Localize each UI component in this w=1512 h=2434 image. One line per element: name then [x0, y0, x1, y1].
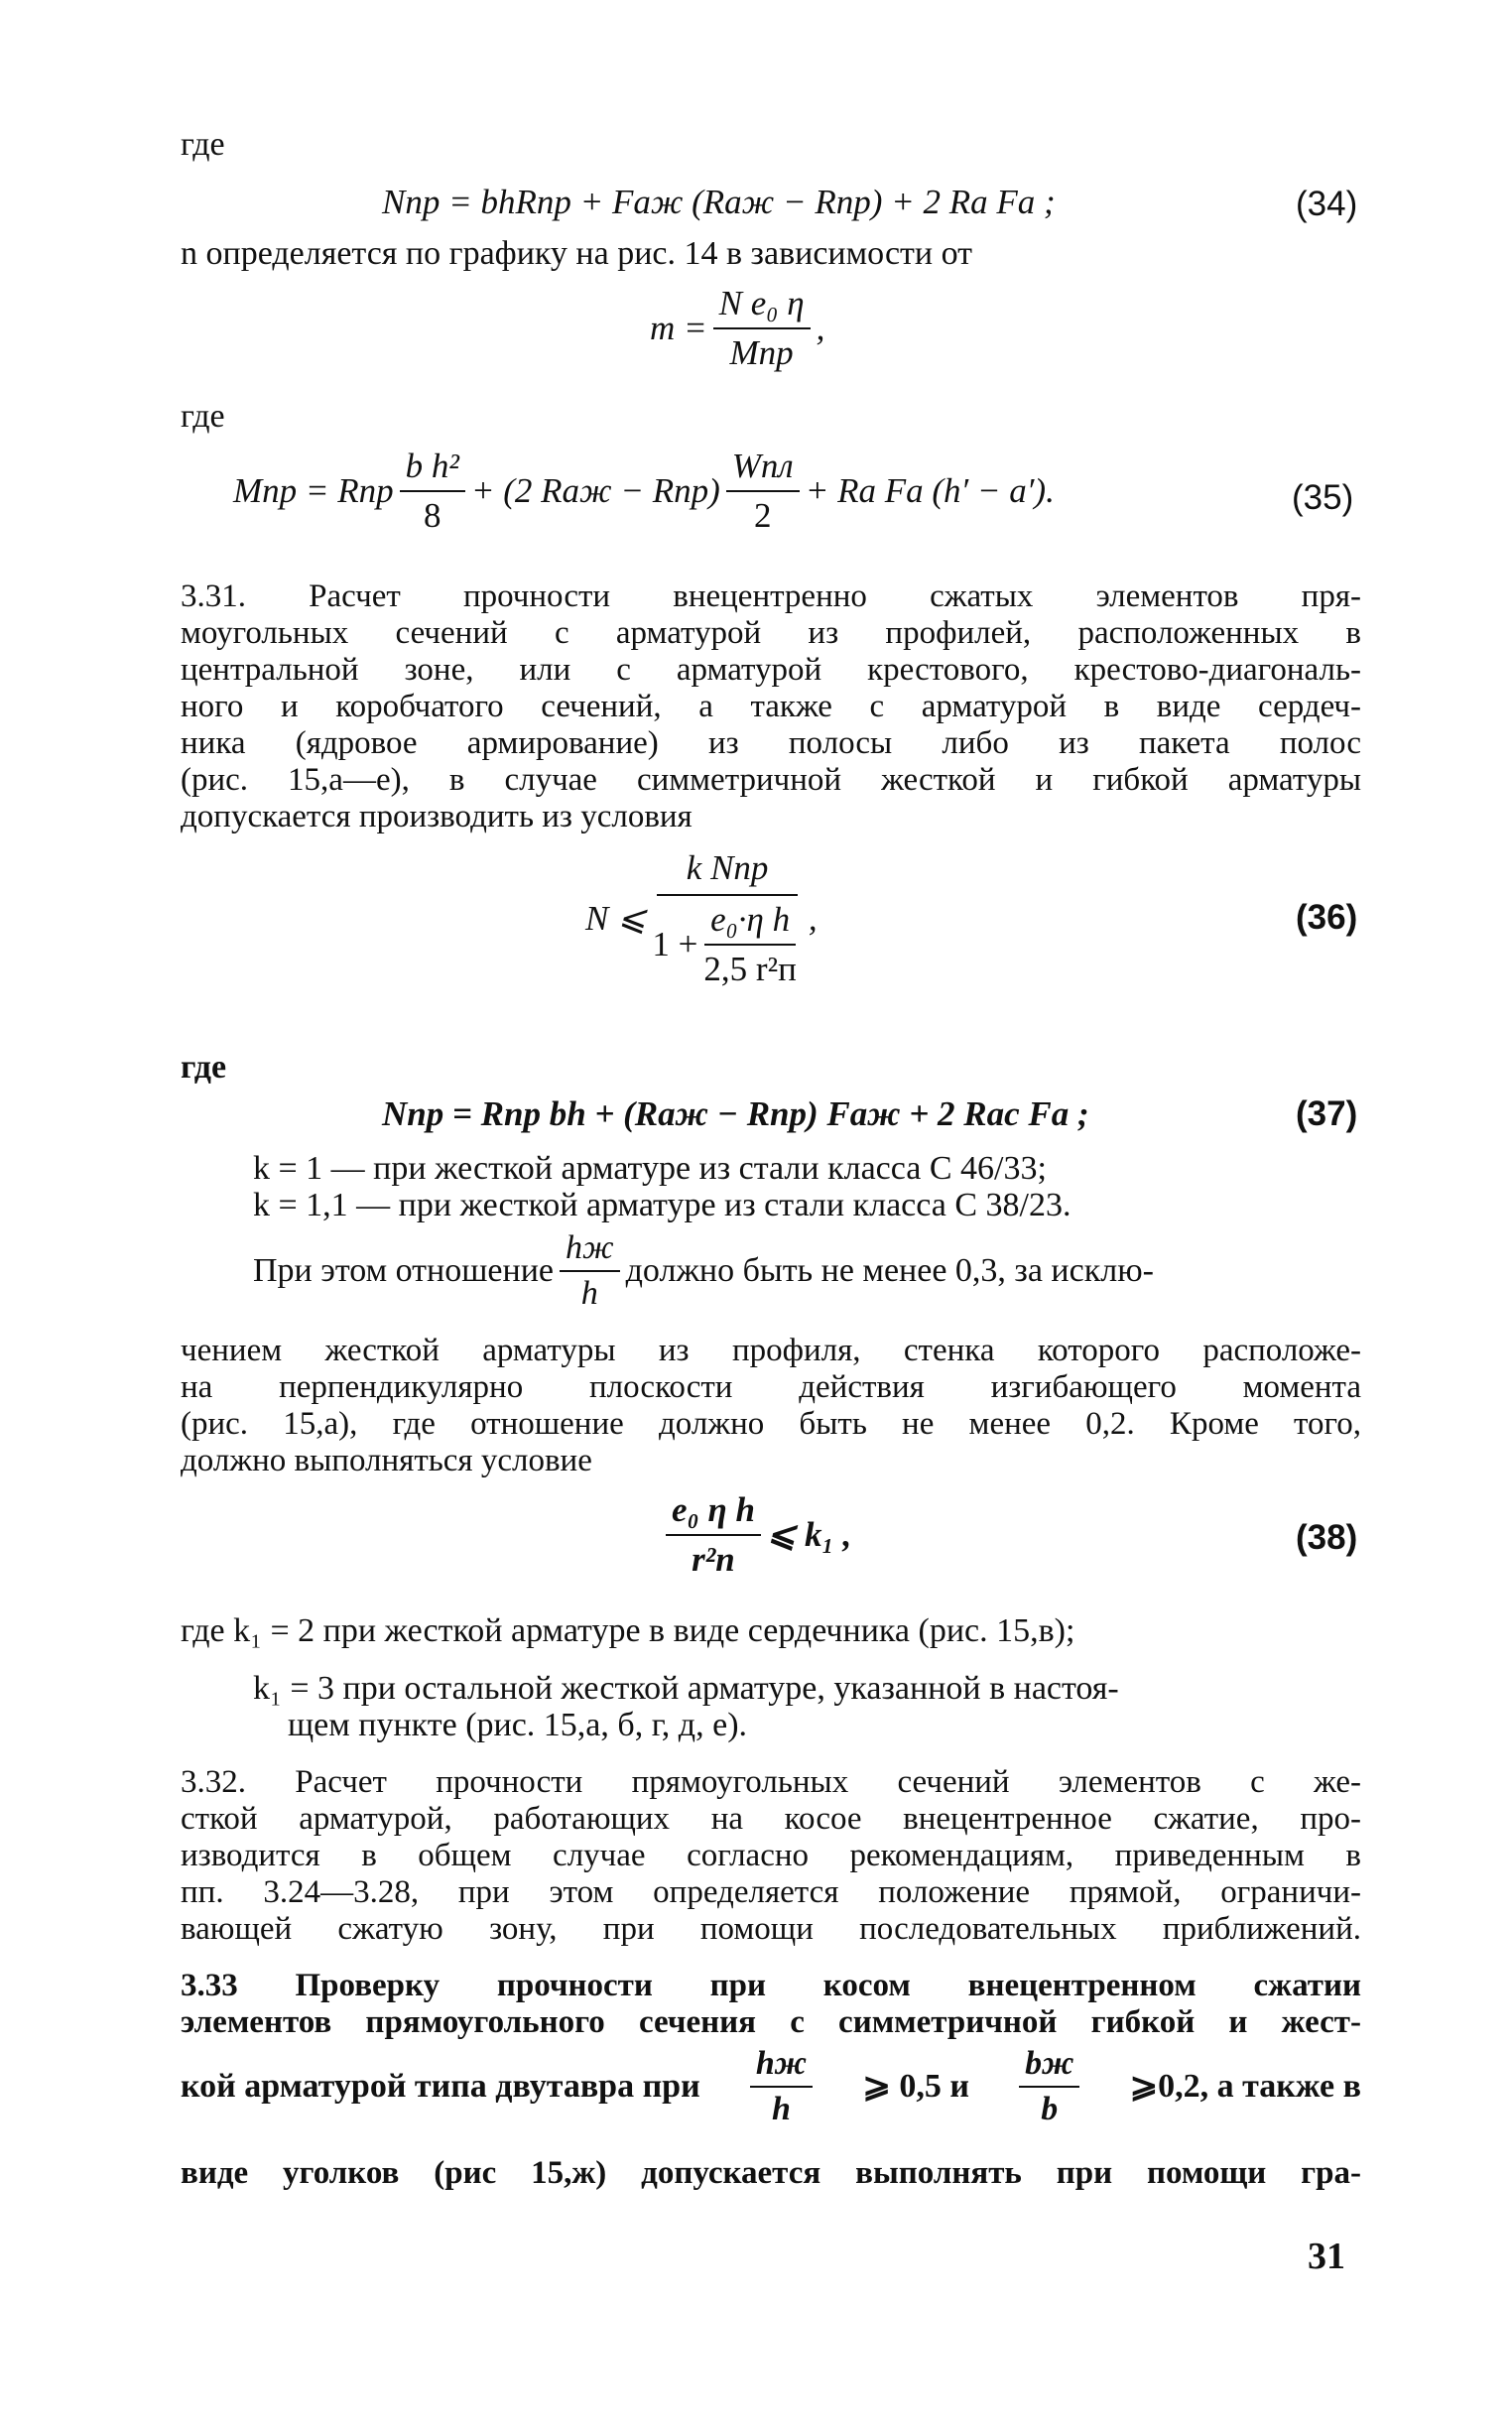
k1-line-1: где k₁ = 2 при жесткой арматуре в виде сердечника (рис. 15,в); [181, 1612, 1075, 1649]
ratio-before: При этом отношение [253, 1252, 554, 1289]
k1-line-3: щем пункте (рис. 15,а, б, г, д, е). [288, 1707, 748, 1743]
p333-l3-mid: ⩾ 0,5 и [862, 2068, 969, 2105]
eq35-frac2-numerator: Wпл [726, 447, 800, 492]
k1-line-2: k₁ = 3 при остальной жесткой арматуре, указанной в настоя- [253, 1670, 1119, 1707]
para-331-line-6: (рис. 15,а—е), в случае симметричной жесткой и гибкой арматуры [181, 762, 1361, 798]
equation-34-number: (34) [1296, 185, 1358, 223]
eq38-tail: ⩽ k₁ , [766, 1515, 852, 1554]
p333-l3-after: ⩾0,2, а также в [1129, 2068, 1361, 2105]
equation-36-number: (36) [1296, 898, 1358, 937]
m-eq-tail: , [816, 309, 825, 347]
cont-line-1: чением жесткой арматуры из профиля, стенка которого расположе- [181, 1333, 1361, 1368]
eq36-den-prefix: 1 + [652, 925, 698, 963]
para-332-line-5: вающей сжатую зону, при помощи последовательных приближений. [181, 1911, 1361, 1947]
para-333-line-1: 3.33 Проверку прочности при косом внецентренном сжатии [181, 1968, 1361, 2003]
eq36-tail: , [808, 899, 818, 938]
para-331-line-5: ника (ядровое армирование) из полосы либо из пакета полос [181, 725, 1361, 761]
para-331-line-3: центральной зоне, или с арматурой крестового, крестово-диагональ- [181, 652, 1361, 688]
ratio-denominator: h [580, 1275, 598, 1312]
equation-36 [585, 848, 818, 989]
eq35-lhs: Mпр = Rпр [233, 471, 394, 510]
eq36-fraction [652, 848, 802, 989]
ratio-fraction [560, 1230, 620, 1312]
m-eq-denominator: Mпр [729, 333, 794, 372]
p333-l3-before: кой арматурой типа двутавра при [181, 2068, 700, 2105]
m-equation [650, 284, 824, 373]
ratio-after: должно быть не менее 0,3, за исклю- [625, 1252, 1154, 1289]
k-line-2: k = 1,1 — при жесткой арматуре из стали класса С 38/23. [253, 1187, 1071, 1223]
where-label-3: где [181, 1049, 227, 1086]
ratio-sentence [253, 1230, 1361, 1312]
eq35-fraction-2 [726, 447, 800, 536]
eq35-fraction-1 [400, 447, 465, 536]
p333-frac1-denominator: h [772, 2091, 791, 2127]
eq38-denominator: r²п [692, 1540, 735, 1579]
para-331-line-4: ного и коробчатого сечений, а также с арматурой в виде сердеч- [181, 689, 1361, 724]
m-eq-lhs: m = [650, 309, 707, 347]
equation-34: Nпр = bhRпр + Fаж (Rаж − Rпр) + 2 Ra Fa ; [382, 183, 1056, 221]
m-eq-numerator: N e₀ η [713, 284, 811, 329]
cont-line-4: должно выполняться условие [181, 1443, 592, 1478]
eq36-inner-denominator: 2,5 r²п [703, 950, 797, 988]
p333-frac1-numerator: hж [750, 2046, 813, 2088]
where-label-1: где [181, 126, 225, 163]
eq35-frac1-denominator: 8 [424, 496, 441, 535]
p333-frac2-numerator: bж [1019, 2046, 1079, 2088]
para-333-line-2: элементов прямоугольного сечения с симметричной гибкой и жест- [181, 2004, 1361, 2040]
eq35-frac1-numerator: b h² [400, 447, 465, 492]
eq35-frac2-denominator: 2 [753, 496, 772, 535]
eq36-lhs: N ⩽ [585, 899, 647, 938]
eq36-inner-numerator: e₀·η h [704, 900, 796, 946]
cont-line-3: (рис. 15,а), где отношение должно быть не менее 0,2. Кроме того, [181, 1406, 1361, 1442]
p333-frac2-denominator: b [1041, 2091, 1059, 2127]
cont-line-2: на перпендикулярно плоскости действия изгибающего момента [181, 1369, 1361, 1405]
para-332-line-4: пп. 3.24—3.28, при этом определяется положение прямой, ограничи- [181, 1874, 1361, 1910]
equation-38-number: (38) [1296, 1518, 1358, 1557]
equation-35-number: (35) [1292, 478, 1354, 517]
p333-fraction-2 [1019, 2046, 1079, 2127]
where-label-2: где [181, 398, 225, 435]
p333-fraction-1 [750, 2046, 813, 2127]
eq38-numerator: e₀ η h [666, 1490, 761, 1536]
para-332-line-3: изводится в общем случае согласно рекомендациям, приведенным в [181, 1838, 1361, 1873]
k-line-1: k = 1 — при жесткой арматуре из стали класса С 46/33; [253, 1150, 1047, 1187]
eq35-middle: + (2 Rаж − Rпр) [470, 471, 720, 510]
eq36-numerator: k Nпр [657, 848, 799, 896]
para-331-line-2: моугольных сечений с арматурой из профилей, расположенных в [181, 615, 1361, 651]
eq36-inner-fraction [703, 900, 796, 989]
equation-35 [233, 447, 1055, 536]
n-definition-line: n определяется по графику на рис. 14 в зависимости от [181, 235, 973, 272]
eq38-fraction [666, 1490, 761, 1580]
para-333-line-4: виде уголков (рис 15,ж) допускается выполнять при помощи гра- [181, 2155, 1361, 2191]
ratio-numerator: hж [560, 1230, 620, 1272]
equation-37: Nпр = Rпр bh + (Rаж − Rпр) Fаж + 2 Rас Fa ; [382, 1094, 1089, 1133]
para-332-line-2: сткой арматурой, работающих на косое внецентренное сжатие, про- [181, 1801, 1361, 1837]
para-332-line-1: 3.32. Расчет прочности прямоугольных сечений элементов с же- [181, 1764, 1361, 1800]
page-number: 31 [1308, 2236, 1345, 2277]
equation-38 [660, 1490, 851, 1580]
eq36-denominator [652, 896, 802, 989]
para-331-line-7: допускается производить из условия [181, 799, 693, 834]
eq35-tail: + Ra Fa (h′ − a′). [805, 471, 1055, 510]
para-331-line-1: 3.31. Расчет прочности внецентренно сжатых элементов пря- [181, 578, 1361, 614]
equation-37-number: (37) [1296, 1094, 1358, 1133]
m-eq-fraction [713, 284, 811, 373]
para-333-line-3 [181, 2046, 1361, 2127]
